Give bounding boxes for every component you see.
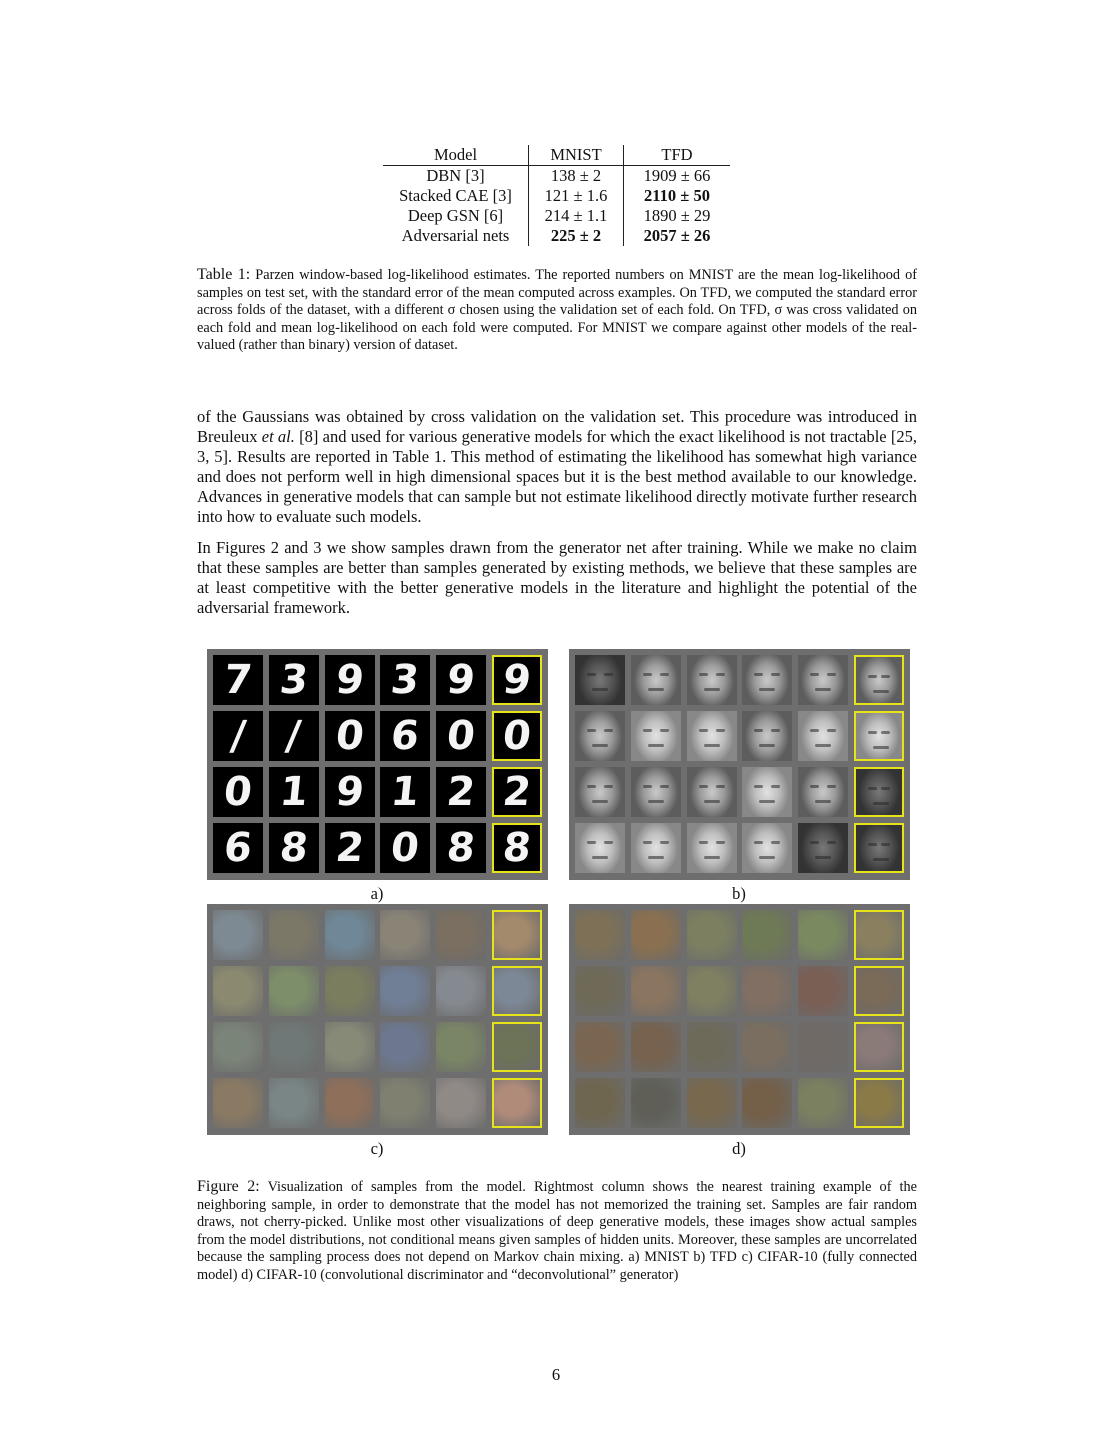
nearest-training-example — [492, 711, 542, 761]
face-mouth — [592, 856, 608, 859]
results-table — [383, 145, 730, 246]
generated-sample — [380, 711, 430, 761]
generated-sample — [575, 966, 625, 1016]
mnist-cell: 214 ± 1.1 — [529, 206, 624, 226]
digit-glyph: 2 — [444, 769, 478, 815]
generated-sample — [575, 1078, 625, 1128]
generated-sample — [436, 1022, 486, 1072]
table-caption — [197, 266, 917, 355]
face-mouth — [815, 744, 831, 747]
model-cell: Stacked CAE [3] — [399, 186, 512, 205]
nearest-training-example — [492, 767, 542, 817]
generated-sample — [325, 1078, 375, 1128]
generated-sample — [269, 767, 319, 817]
table-body — [383, 166, 730, 247]
panel-label-c: c) — [370, 1139, 384, 1158]
digit-glyph: / — [284, 713, 304, 759]
table-row — [383, 166, 730, 187]
generated-sample — [575, 767, 625, 817]
digit-glyph: 0 — [389, 825, 422, 871]
body-paragraph-2: In Figures 2 and 3 we show samples drawn from the generator net after training. While we make no claim that these samples are better than samples generated by existing methods, we believe that these samples are at least competitive with the better generative models in the literature and highlight the potential of the adversarial framework. — [197, 538, 917, 617]
digit-glyph: 8 — [444, 825, 478, 871]
generated-sample — [687, 767, 737, 817]
generated-sample — [325, 767, 375, 817]
nearest-training-example — [854, 823, 904, 873]
generated-sample — [575, 910, 625, 960]
generated-sample — [742, 711, 792, 761]
face-mouth — [759, 800, 775, 803]
generated-sample — [798, 966, 848, 1016]
generated-sample — [325, 966, 375, 1016]
generated-sample — [380, 823, 430, 873]
table-row — [383, 186, 730, 206]
digit-glyph: 6 — [389, 713, 422, 759]
model-cell: Deep GSN [6] — [407, 206, 504, 225]
generated-sample — [269, 711, 319, 761]
generated-sample — [213, 1022, 263, 1072]
generated-sample — [575, 1022, 625, 1072]
face-mouth — [648, 744, 664, 747]
face-mouth — [648, 688, 664, 691]
tfd-sample-grid — [575, 655, 904, 873]
generated-sample — [742, 767, 792, 817]
generated-sample — [631, 1078, 681, 1128]
generated-sample — [269, 910, 319, 960]
generated-sample — [742, 655, 792, 705]
generated-sample — [436, 823, 486, 873]
header-mnist: MNIST — [529, 145, 624, 166]
nearest-training-example — [854, 1022, 904, 1072]
panel-label-d: d) — [732, 1139, 746, 1158]
generated-sample — [742, 910, 792, 960]
face-mouth — [873, 690, 889, 693]
generated-sample — [213, 711, 263, 761]
paragraph-1-emphasis: et al. — [261, 426, 295, 446]
generated-sample — [269, 966, 319, 1016]
digit-glyph: 8 — [277, 825, 311, 871]
generated-sample — [436, 966, 486, 1016]
paragraph-1-end: [8] and used for various generative models for which the exact likelihood is not tractable [25, 3, 5]. Results are reported in Table 1. This method of estimating the likelihood has somewhat high variance and does not perform well in high dimensional spaces but it is the best method available to our knowledge. Advances in generative models that can sample but not estimate likelihood directly motivate further research into how to evaluate such models. — [197, 426, 917, 526]
generated-sample — [213, 823, 263, 873]
figure-panel-cifar-fc — [207, 904, 548, 1135]
digit-glyph: 1 — [389, 769, 422, 815]
cifar-conv-sample-grid — [575, 910, 904, 1128]
cifar-fc-sample-grid — [213, 910, 542, 1128]
generated-sample — [213, 1078, 263, 1128]
digit-glyph: 3 — [389, 657, 422, 703]
digit-glyph: 9 — [500, 657, 534, 703]
tfd-cell: 2057 ± 26 — [624, 226, 731, 246]
generated-sample — [687, 1078, 737, 1128]
generated-sample — [325, 711, 375, 761]
mnist-sample-grid — [213, 655, 542, 873]
generated-sample — [798, 655, 848, 705]
panel-label-a: a) — [370, 884, 384, 903]
figure-panel-mnist — [207, 649, 548, 880]
digit-glyph: 0 — [444, 713, 478, 759]
mnist-cell: 225 ± 2 — [529, 226, 624, 246]
header-model: Model — [383, 145, 529, 166]
model-cell: DBN [3] — [426, 166, 485, 185]
generated-sample — [575, 655, 625, 705]
generated-sample — [631, 711, 681, 761]
generated-sample — [380, 1078, 430, 1128]
generated-sample — [631, 767, 681, 817]
generated-sample — [325, 910, 375, 960]
generated-sample — [798, 1078, 848, 1128]
generated-sample — [742, 823, 792, 873]
face-mouth — [815, 688, 831, 691]
digit-glyph: 8 — [500, 825, 534, 871]
generated-sample — [798, 823, 848, 873]
generated-sample — [687, 655, 737, 705]
nearest-training-example — [492, 910, 542, 960]
face-mouth — [873, 746, 889, 749]
face-mouth — [592, 688, 608, 691]
generated-sample — [269, 655, 319, 705]
generated-sample — [213, 767, 263, 817]
generated-sample — [798, 910, 848, 960]
nearest-training-example — [492, 1022, 542, 1072]
mnist-cell: 138 ± 2 — [529, 166, 624, 187]
generated-sample — [687, 823, 737, 873]
generated-sample — [380, 966, 430, 1016]
face-mouth — [759, 688, 775, 691]
face-mouth — [873, 858, 889, 861]
generated-sample — [213, 966, 263, 1016]
digit-glyph: 9 — [333, 769, 366, 815]
generated-sample — [436, 767, 486, 817]
body-paragraph-1 — [197, 407, 917, 526]
page-number: 6 — [551, 1365, 561, 1384]
model-cell: Adversarial nets — [401, 226, 510, 245]
header-tfd: TFD — [624, 145, 731, 166]
generated-sample — [798, 767, 848, 817]
generated-sample — [631, 910, 681, 960]
generated-sample — [213, 910, 263, 960]
generated-sample — [742, 1078, 792, 1128]
tfd-cell: 2110 ± 50 — [624, 186, 731, 206]
digit-glyph: 9 — [333, 657, 366, 703]
paragraph-1-start: of the Gaussians was obtained by cross validation on the validation set. This procedure was introduced in Breuleux — [197, 407, 917, 446]
generated-sample — [325, 1022, 375, 1072]
generated-sample — [380, 1022, 430, 1072]
face-mouth — [759, 856, 775, 859]
digit-glyph: / — [228, 713, 248, 759]
nearest-training-example — [854, 910, 904, 960]
face-mouth — [704, 688, 720, 691]
generated-sample — [798, 711, 848, 761]
figure-caption-text: Visualization of samples from the model. Rightmost column shows the nearest training example of the neighboring sample, in order to demonstrate that the model has not memorized the training set. Samples are fair random draws, not cherry-picked. Unlike most other visualizations of deep generative models, these images show actual samples from the model distributions, not conditional means given samples of hidden units. Moreover, these samples are uncorrelated because the sampling process does not depend on Markov chain mixing. a) MNIST b) TFD c) CIFAR-10 (fully connected model) d) CIFAR-10 (convolutional discriminator and “deconvolutional” generator) — [197, 1179, 917, 1283]
table-caption-text: Parzen window-based log-likelihood estimates. The reported numbers on MNIST are the mean log-likelihood of samples on test set, with the standard error of the mean computed across examples. On TFD, we computed the standard error across folds of the dataset, with a different σ chosen using the validation set of each fold. On TFD, σ was cross validated on each fold and mean log-likelihood on each fold were computed. For MNIST we compare against other models of the real-valued (rather than binary) version of dataset. — [197, 267, 917, 354]
digit-glyph: 0 — [221, 769, 255, 815]
figure-panel-cifar-conv — [569, 904, 910, 1135]
tfd-cell: 1909 ± 66 — [624, 166, 731, 187]
generated-sample — [687, 1022, 737, 1072]
table-row — [383, 226, 730, 246]
digit-glyph: 2 — [333, 825, 366, 871]
generated-sample — [631, 655, 681, 705]
nearest-training-example — [854, 655, 904, 705]
face-mouth — [815, 856, 831, 859]
generated-sample — [380, 767, 430, 817]
digit-glyph: 1 — [277, 769, 311, 815]
face-mouth — [704, 744, 720, 747]
generated-sample — [631, 966, 681, 1016]
generated-sample — [687, 711, 737, 761]
generated-sample — [380, 655, 430, 705]
nearest-training-example — [854, 767, 904, 817]
figure-caption — [197, 1178, 917, 1285]
face-mouth — [704, 800, 720, 803]
table-row — [383, 206, 730, 226]
nearest-training-example — [492, 823, 542, 873]
digit-glyph: 0 — [500, 713, 534, 759]
digit-glyph: 0 — [333, 713, 366, 759]
generated-sample — [269, 823, 319, 873]
generated-sample — [798, 1022, 848, 1072]
generated-sample — [325, 823, 375, 873]
digit-glyph: 7 — [221, 657, 255, 703]
face-mouth — [704, 856, 720, 859]
face-mouth — [592, 744, 608, 747]
nearest-training-example — [854, 711, 904, 761]
generated-sample — [325, 655, 375, 705]
nearest-training-example — [854, 966, 904, 1016]
face-mouth — [759, 744, 775, 747]
nearest-training-example — [492, 1078, 542, 1128]
generated-sample — [575, 711, 625, 761]
generated-sample — [380, 910, 430, 960]
generated-sample — [213, 655, 263, 705]
face-mouth — [648, 856, 664, 859]
mnist-cell: 121 ± 1.6 — [529, 186, 624, 206]
generated-sample — [742, 1022, 792, 1072]
generated-sample — [631, 823, 681, 873]
digit-glyph: 2 — [500, 769, 534, 815]
figure-panel-tfd — [569, 649, 910, 880]
generated-sample — [269, 1078, 319, 1128]
generated-sample — [436, 711, 486, 761]
generated-sample — [436, 655, 486, 705]
digit-glyph: 9 — [444, 657, 478, 703]
table-caption-label: Table 1: — [197, 266, 251, 283]
generated-sample — [742, 966, 792, 1016]
face-mouth — [592, 800, 608, 803]
digit-glyph: 6 — [221, 825, 255, 871]
digit-glyph: 3 — [277, 657, 311, 703]
nearest-training-example — [492, 966, 542, 1016]
generated-sample — [436, 910, 486, 960]
figure-caption-label: Figure 2: — [197, 1178, 260, 1195]
nearest-training-example — [854, 1078, 904, 1128]
face-mouth — [815, 800, 831, 803]
generated-sample — [631, 1022, 681, 1072]
face-mouth — [648, 800, 664, 803]
generated-sample — [687, 966, 737, 1016]
generated-sample — [269, 1022, 319, 1072]
tfd-cell: 1890 ± 29 — [624, 206, 731, 226]
panel-label-b: b) — [732, 884, 746, 903]
generated-sample — [575, 823, 625, 873]
table-header-row — [383, 145, 730, 166]
nearest-training-example — [492, 655, 542, 705]
generated-sample — [687, 910, 737, 960]
generated-sample — [436, 1078, 486, 1128]
face-mouth — [873, 802, 889, 805]
